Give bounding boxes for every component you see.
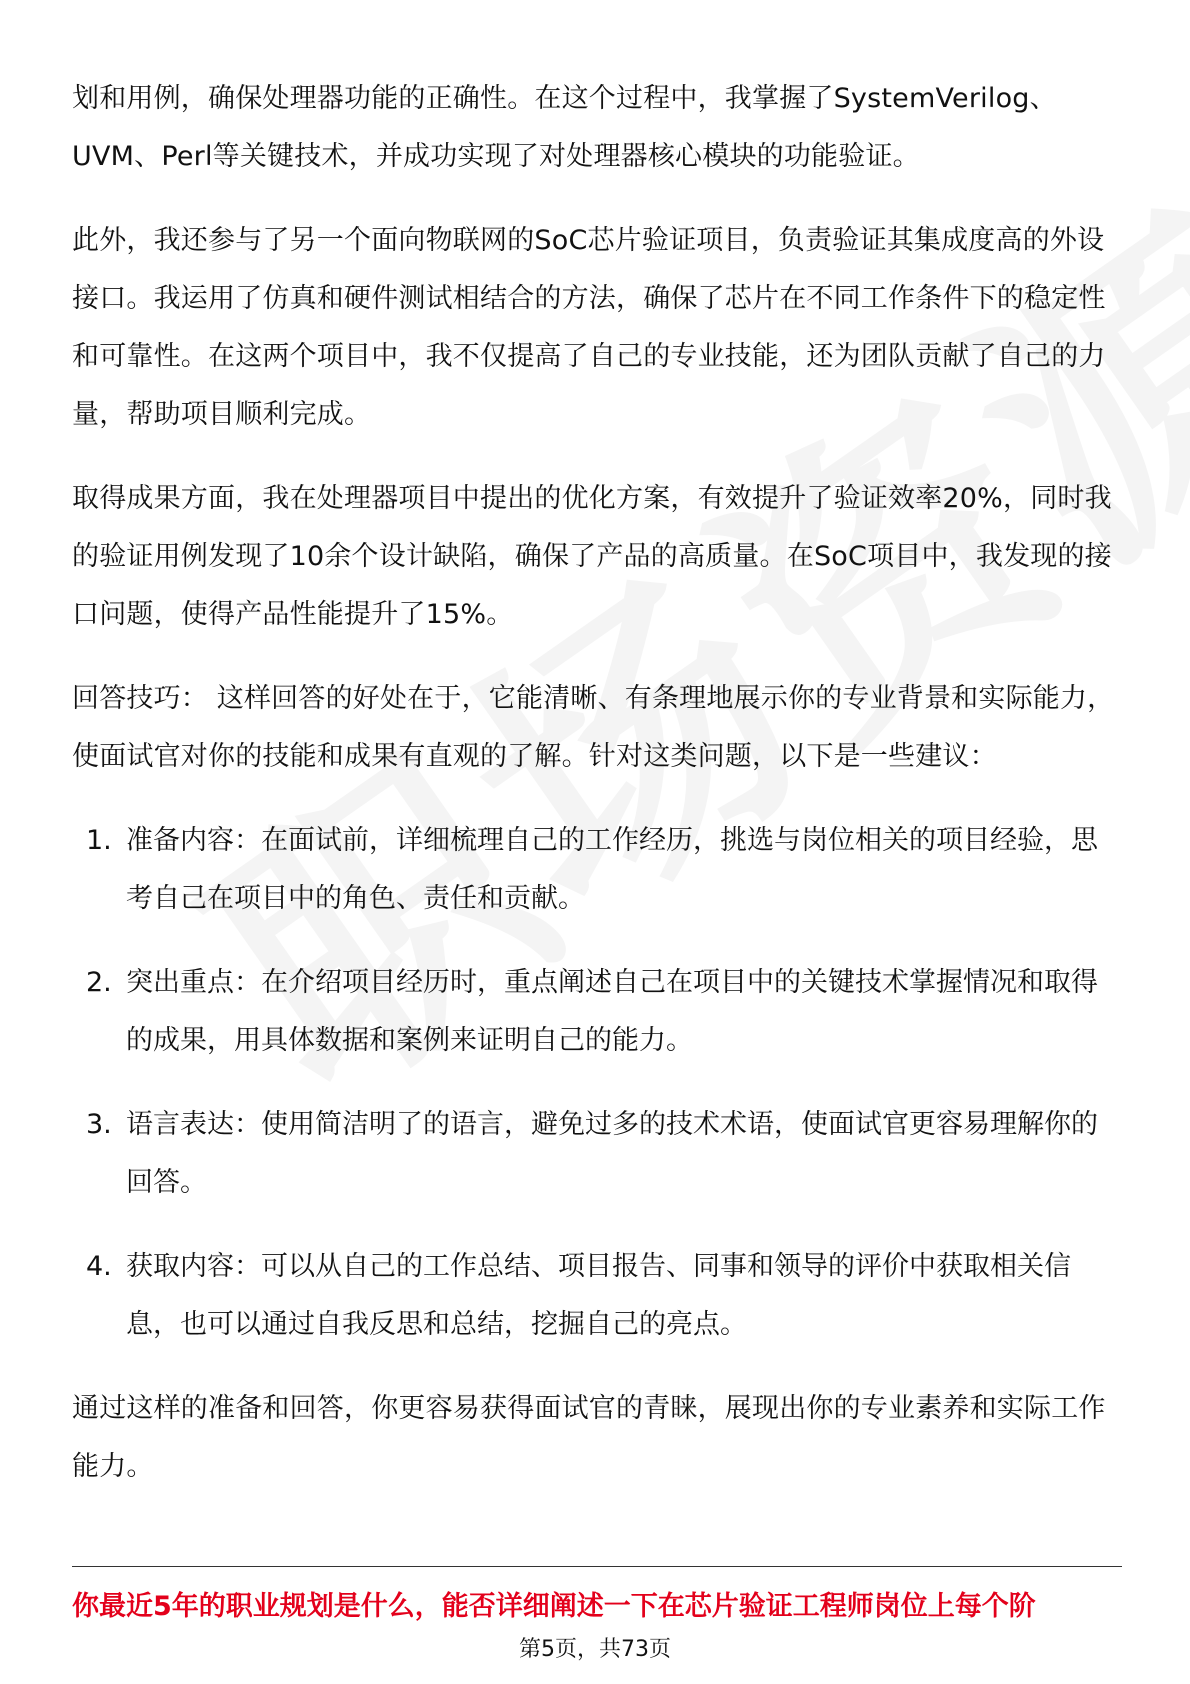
list-text: 突出重点：在介绍项目经历时，重点阐述自己在项目中的关键技术掌握情况和取得的成果，用具体数据和案例来证明自己的能力。 bbox=[126, 967, 1098, 1056]
tips-list bbox=[72, 812, 1122, 1354]
next-question-heading: 你最近5年的职业规划是什么，能否详细阐述一下在芯片验证工程师岗位上每个阶 bbox=[72, 1591, 1036, 1622]
list-number: 2. bbox=[86, 967, 112, 998]
list-text: 准备内容：在面试前，详细梳理自己的工作经历，挑选与岗位相关的项目经验，思考自己在项目中的角色、责任和贡献。 bbox=[126, 825, 1098, 914]
list-item bbox=[72, 1096, 1122, 1212]
list-item bbox=[72, 954, 1122, 1070]
list-item bbox=[72, 1238, 1122, 1354]
document-body bbox=[72, 70, 1122, 1522]
paragraph-1: 划和用例，确保处理器功能的正确性。在这个过程中，我掌握了SystemVerilog、UVM、Perl等关键技术，并成功实现了对处理器核心模块的功能验证。 bbox=[72, 83, 1057, 172]
list-item bbox=[72, 812, 1122, 928]
list-number: 1. bbox=[86, 825, 112, 856]
page-number: 第5页，共73页 bbox=[519, 1637, 671, 1662]
list-number: 4. bbox=[86, 1251, 112, 1282]
section-divider bbox=[72, 1566, 1122, 1567]
closing-paragraph: 通过这样的准备和回答，你更容易获得面试官的青睐，展现出你的专业素养和实际工作能力。 bbox=[72, 1393, 1106, 1482]
list-text: 语言表达：使用简洁明了的语言，避免过多的技术术语，使面试官更容易理解你的回答。 bbox=[126, 1109, 1098, 1198]
paragraph-answer-tips: 回答技巧： 这样回答的好处在于，它能清晰、有条理地展示你的专业背景和实际能力，使面试官对你的技能和成果有直观的了解。针对这类问题，以下是一些建议： bbox=[72, 683, 1115, 772]
paragraph-2: 此外，我还参与了另一个面向物联网的SoC芯片验证项目，负责验证其集成度高的外设接口。我运用了仿真和硬件测试相结合的方法，确保了芯片在不同工作条件下的稳定性和可靠性。在这两个项目中，我不仅提高了自己的专业技能，还为团队贡献了自己的力量，帮助项目顺利完成。 bbox=[72, 225, 1106, 430]
list-number: 3. bbox=[86, 1109, 112, 1140]
list-text: 获取内容：可以从自己的工作总结、项目报告、同事和领导的评价中获取相关信息，也可以通过自我反思和总结，挖掘自己的亮点。 bbox=[126, 1251, 1071, 1340]
paragraph-3: 取得成果方面，我在处理器项目中提出的优化方案，有效提升了验证效率20%，同时我的验证用例发现了10余个设计缺陷，确保了产品的高质量。在SoC项目中，我发现的接口问题，使得产品性能提升了15%。 bbox=[72, 483, 1112, 630]
